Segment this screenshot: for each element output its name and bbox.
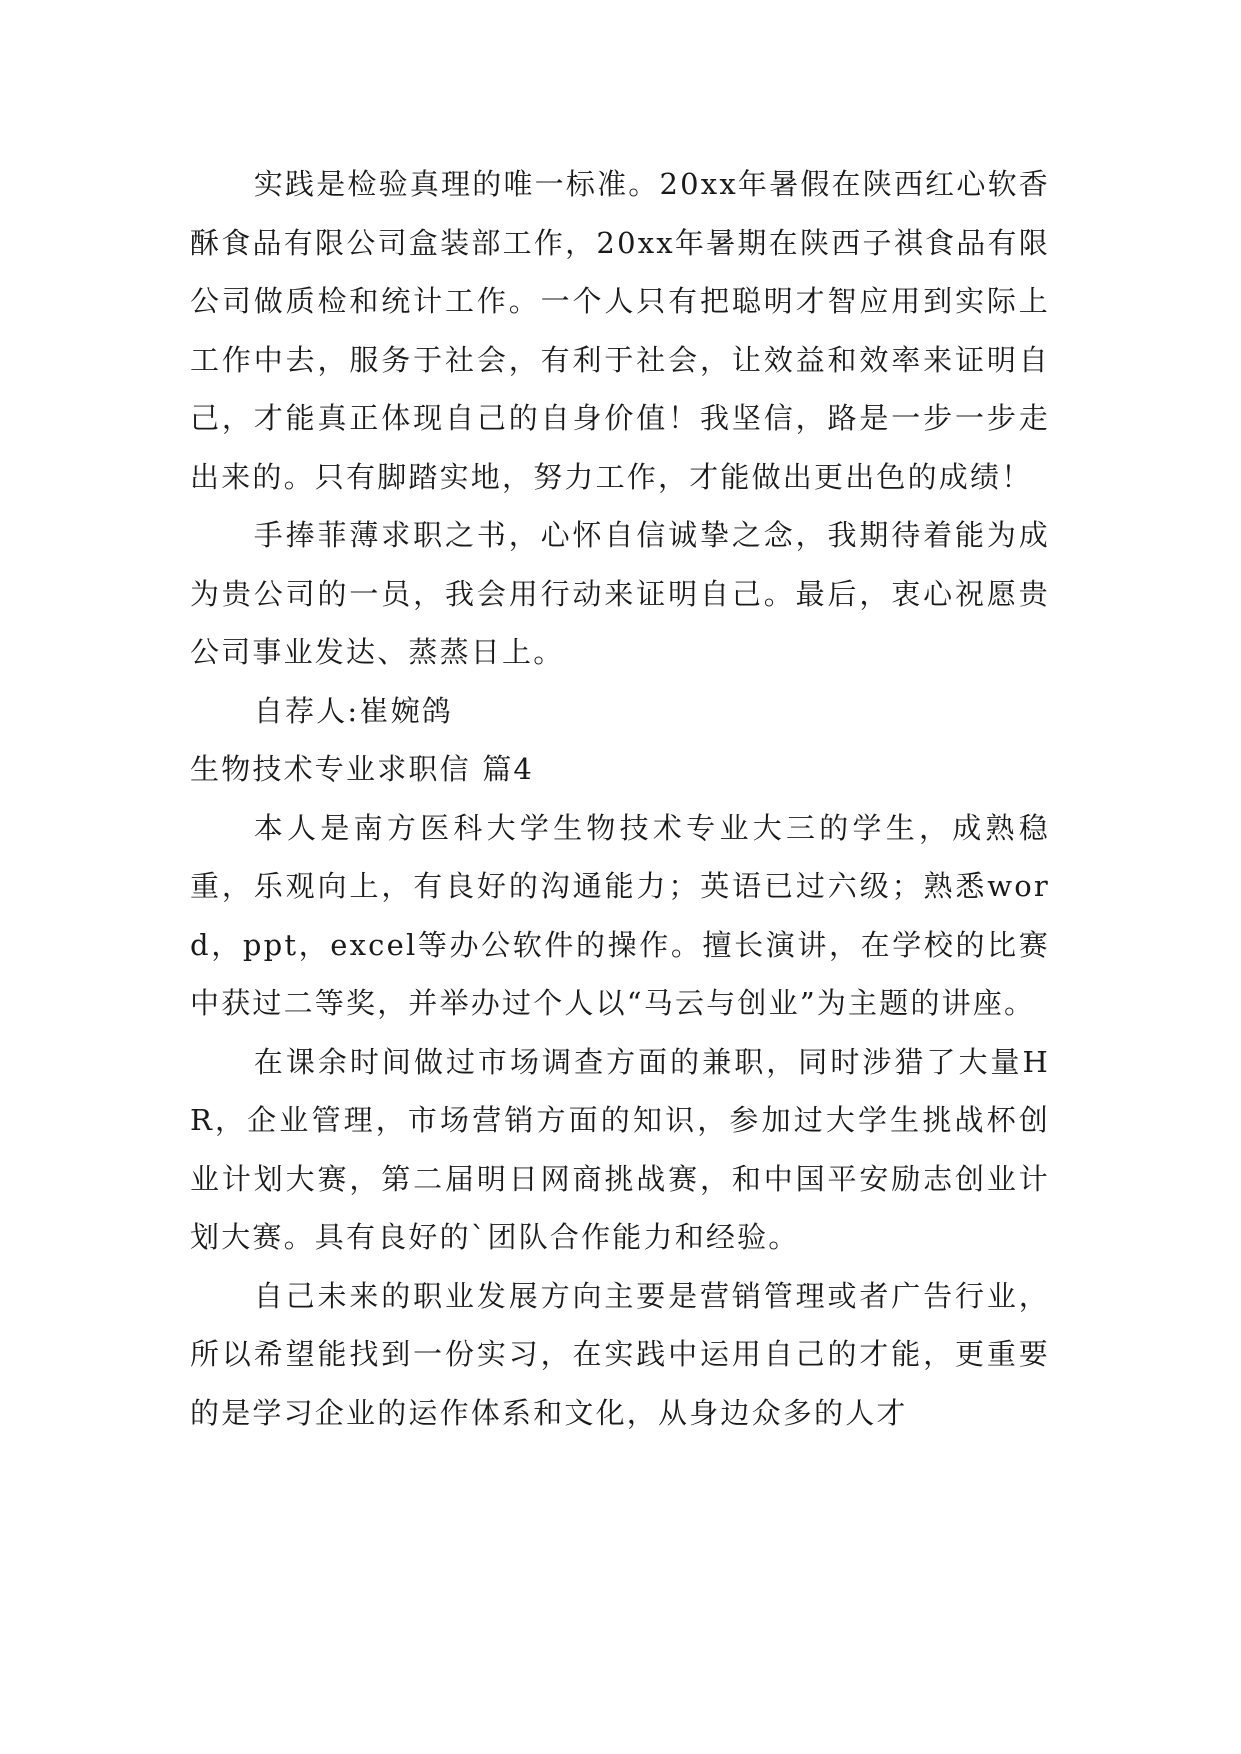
signature-line: 自荐人:崔婉鸽: [253, 693, 453, 728]
document-body: [190, 155, 1050, 1442]
paragraph-closing: 手捧菲薄求职之书，心怀自信诚挚之念，我期待着能为成为贵公司的一员，我会用行动来证明自己。最后，衷心祝愿贵公司事业发达、蒸蒸日上。: [190, 518, 1050, 669]
section-title: 生物技术专业求职信 篇4: [190, 752, 535, 786]
paragraph-career-goal: 自己未来的职业发展方向主要是营销管理或者广告行业，所以希望能找到一份实习，在实践中运用自己的才能，更重要的是学习企业的运作体系和文化，从身边众多的人才: [190, 1278, 1050, 1430]
paragraph-intro: 本人是南方医科大学生物技术专业大三的学生，成熟稳重，乐观向上，有良好的沟通能力；英语已过六级；熟悉word，ppt，excel等办公软件的操作。擅长演讲，在学校的比赛中获过二等奖，并举办过个人以“马云与创业”为主题的讲座。: [190, 810, 1050, 1020]
paragraph-experience: 在课余时间做过市场调查方面的兼职，同时涉猎了大量HR，企业管理，市场营销方面的知识，参加过大学生挑战杯创业计划大赛，第二届明日网商挑战赛，和中国平安励志创业计划大赛。具有良好的`团队合作能力和经验。: [190, 1044, 1050, 1254]
paragraph-practice: 实践是检验真理的唯一标准。20xx年暑假在陕西红心软香酥食品有限公司盒装部工作，20xx年暑期在陕西子祺食品有限公司做质检和统计工作。一个人只有把聪明才智应用到实际上工作中去，服务于社会，有利于社会，让效益和效率来证明自己，才能真正体现自己的自身价值！我坚信，路是一步一步走出来的。只有脚踏实地，努力工作，才能做出更出色的成绩！: [190, 167, 1050, 494]
